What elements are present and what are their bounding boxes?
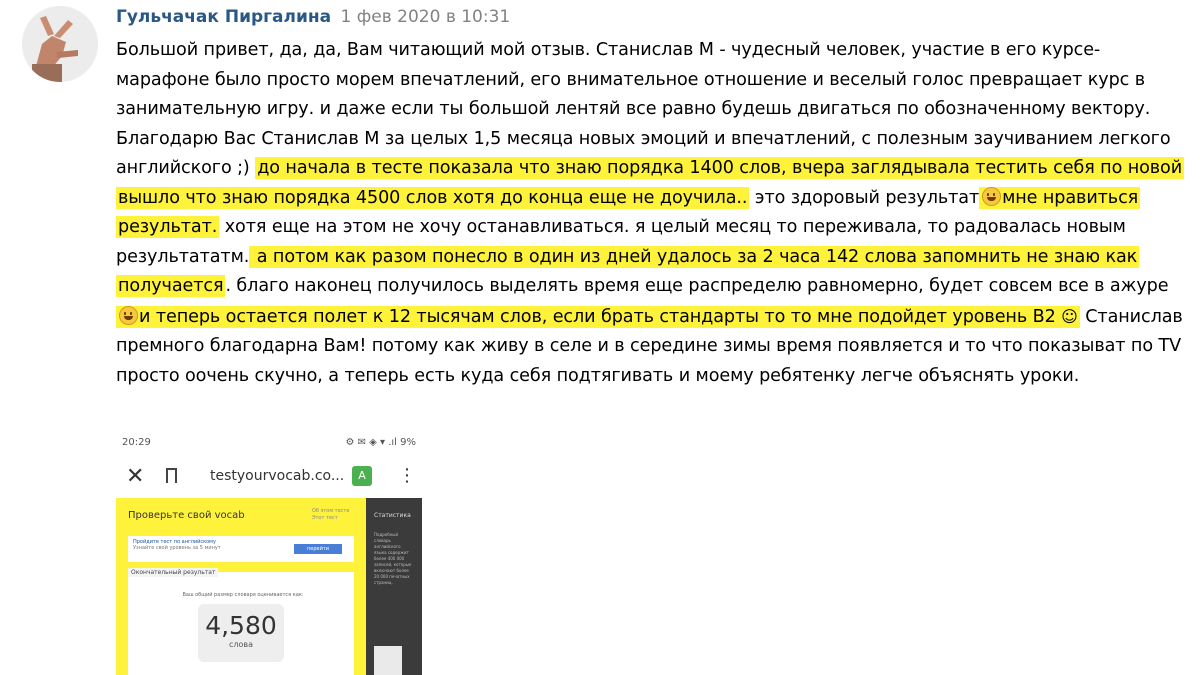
avatar[interactable] [22, 6, 98, 82]
text-part: хотя еще на этом не хочу останавливаться. я целый месяц то переживала, то радовалась новым результататм. [116, 217, 1126, 267]
grinning-face-icon [119, 306, 138, 325]
highlighted-text-with-emoji [116, 306, 1080, 328]
web-page-content [116, 498, 422, 675]
sidebar-image [374, 646, 402, 675]
comment-date-link[interactable]: 1 фев 2020 в 10:31 [340, 7, 511, 27]
status-time: 20:29 [122, 437, 151, 448]
attached-screenshot[interactable] [116, 430, 422, 675]
sidebar-text: Подробный словарь английского языка содержит более 400 000 записей, которые включают более 20 000 печатных страниц. [374, 532, 412, 585]
translate-extension-icon[interactable]: A [352, 466, 372, 486]
result-subtitle: Ваш общий размер словаря оценивается как: [182, 592, 304, 598]
text-part: . благо наконец получилось выделять время еще распределю равномерно, будет совсем все в ажуре [225, 276, 1169, 296]
result-tag: Окончательный результат [128, 568, 218, 577]
text-part: Большой привет, да, да, Вам читающий мой отзыв. Станислав М - чудесный человек, участие в его курсе-марафоне было просто морем впечатлений, его внимательное отношение и веселый голос превращает курс в занимательную игру. и даже если ты большой лентяй все равно будешь двигаться по обозначенному вектору. Благодарю Вас Станислав М за целых 1,5 месяца новых эмоций и впечатлений, с полезным заучиванием легкого английского ;) [116, 40, 1171, 178]
ad-text: Узнайте свой уровень за 5 минут [133, 545, 221, 551]
result-panel [128, 569, 354, 675]
comment-text [116, 36, 1191, 391]
ad-banner[interactable] [128, 536, 354, 562]
highlighted-text: и теперь остается полет к 12 тысячам слов, если брать стандарты то то мне подойдет уровень B2 [139, 306, 1062, 327]
result-unit: слова [228, 640, 254, 649]
page-title: Проверьте свой vocab [128, 510, 245, 521]
highlighted-text: до начала в тесте показала что знаю порядка 1400 слов, вчера заглядывала тестить себя по новой вышло что знаю порядка 4500 слов хотя до конца еще не доучила.. [118, 158, 1183, 208]
sidebar-panel [366, 498, 422, 675]
bookmark-icon[interactable] [166, 468, 177, 483]
smiling-face-icon: ☺ [1061, 306, 1078, 326]
page-top-link[interactable]: Об этом тесте Этот тест [312, 508, 350, 521]
highlighted-text: мне нравиться результат. [118, 187, 1139, 237]
highlighted-text: а потом как разом понесло в один из дней удалось за 2 часа 142 слова запомнить не знаю как получается [118, 246, 1138, 296]
author-name-link[interactable]: Гульчачак Пиргалина [116, 7, 332, 27]
status-icons: ⚙ ✉ ◈ ▾ .ıl 9% [345, 437, 416, 448]
text-part: Станислав премного благодарна Вам! потому как живу в селе и в середине зимы время появляется и то что показыват по TV просто оочень скучно, а теперь есть куда себя подтягивать и моему ребятенку легче объяснять уроки. [116, 306, 1183, 386]
result-number: 4,580 [205, 611, 277, 640]
avatar-hand-photo-icon [22, 6, 98, 82]
close-icon[interactable]: ✕ [126, 464, 145, 489]
phone-status-bar [116, 430, 422, 456]
comment-header [116, 6, 510, 28]
result-box [198, 604, 284, 662]
ad-title: Пройдите тест по английскому [133, 539, 216, 545]
grinning-face-icon [982, 187, 1001, 206]
ad-button[interactable]: перейти [294, 544, 342, 554]
more-menu-icon[interactable]: ⋮ [398, 465, 416, 486]
sidebar-title: Статистика [374, 512, 411, 519]
url-text[interactable]: testyourvocab.co... [210, 468, 345, 484]
browser-url-bar [116, 456, 422, 499]
text-part: это здоровый результат [749, 187, 980, 208]
